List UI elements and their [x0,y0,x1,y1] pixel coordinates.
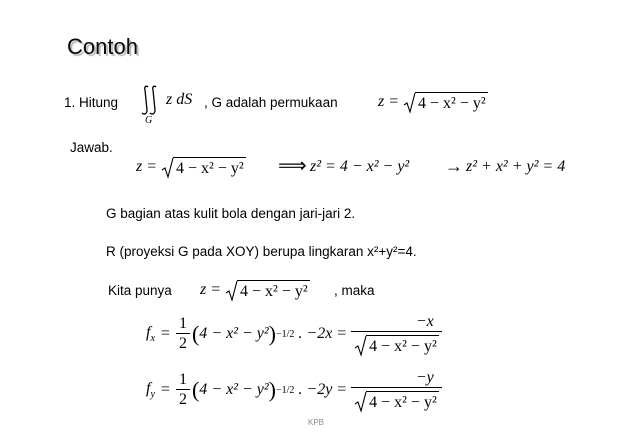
kita-tail: , maka [334,283,375,298]
step1-sqrt-equation [136,157,246,178]
kita-label: Kita punya [108,283,172,298]
fx-name: $f_x$ [146,323,155,345]
fy-result [351,369,442,412]
answer-label: Jawab. [70,140,113,155]
slide-title: Contoh [67,34,138,59]
step1-sqrt [161,157,246,178]
problem-number-label: 1. Hitung [64,95,119,110]
kita-radicand: 4 − x² − y² [237,280,310,301]
fx-coefficient: $\frac{1}{2}$ [176,315,190,353]
kita-equation [200,280,310,301]
fy-base: 4 − x² − y² [199,381,269,398]
integration-region: G [145,115,153,126]
step1-lhs: z = [136,158,158,176]
fy-result-numerator: −y [415,368,434,386]
step1-squared-equation: z² = 4 − x² − y² [310,158,410,175]
right-arrow: → [445,156,463,176]
fy-coefficient: $\frac{1}{2}$ [176,371,190,409]
step1-radicand: 4 − x² − y² [173,157,246,178]
fx-base: 4 − x² − y² [199,325,269,342]
fy-factor: . −2y = [298,381,348,398]
kita-sqrt [225,280,310,301]
fx-exponent: −1/2 [275,328,295,340]
fy-exponent: −1/2 [275,384,295,396]
fy-name: $f_y$ [146,379,155,401]
fx-result [351,313,442,356]
integrand: z dS [166,91,193,108]
kita-lhs: z = [200,281,222,299]
fy-result-sqrt: 4 − x² − y² [354,391,439,412]
statement-g: G bagian atas kulit bola dengan jari-jari 2. [106,206,356,221]
fx-result-sqrt: 4 − x² − y² [354,335,439,356]
surface-radicand: 4 − x² − y² [415,92,488,113]
statement-r: R (proyeksi G pada XOY) berupa lingkaran x²+y²=4. [106,244,417,259]
problem-mid-text: , G adalah permukaan [204,95,338,110]
surface-sqrt [403,92,488,113]
surface-equation [378,92,488,113]
fx-factor: . −2x = [298,325,348,342]
implies-arrow: ⟹ [278,155,307,177]
fx-equation: $f_x$ = $\frac{1}{2}$ ( 4 − x² − y² ) −1/2 . −2x = $\frac{-x}{\text{4 − x² − y²}}$ [146,312,442,356]
fx-result-numerator: −x [415,312,434,330]
fy-equation: $f_y$ = $\frac{1}{2}$ ( 4 − x² − y² ) −1/2 . −2y = $\frac{-y}{\text{4 − x² − y²}}$ [146,368,442,412]
sphere-equation: z² + x² + y² = 4 [466,158,566,175]
footer-label: KPB [308,418,325,427]
surface-lhs: z = [378,93,400,111]
